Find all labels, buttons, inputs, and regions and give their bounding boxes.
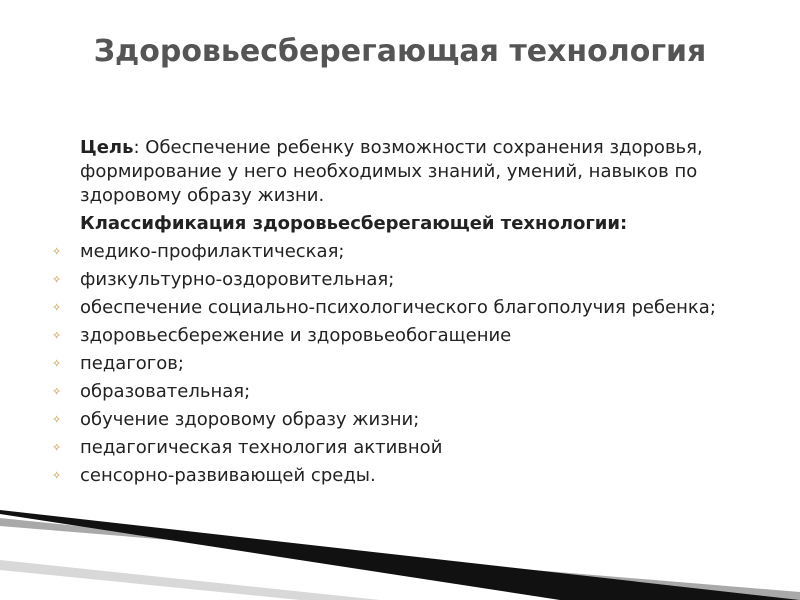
- slide-title: Здоровьесберегающая технология: [93, 34, 707, 69]
- list-item: ✧ физкультурно-оздоровительная;: [52, 269, 395, 290]
- bullet-icon: ✧: [52, 385, 62, 398]
- list-item: ✧ педагогов;: [52, 353, 184, 374]
- bullet-icon: ✧: [52, 329, 62, 342]
- list-item: ✧ обеспечение социально-психологического благополучия ребенка;: [52, 297, 716, 318]
- bullet-icon: ✧: [52, 273, 62, 286]
- bullet-icon: ✧: [52, 441, 62, 454]
- bullet-icon: ✧: [52, 469, 62, 482]
- bullet-icon: ✧: [52, 357, 62, 370]
- bullet-list: [52, 240, 742, 488]
- bullet-icon: ✧: [52, 413, 62, 426]
- list-item: ✧ сенсорно-развивающей среды.: [52, 465, 376, 486]
- gray-stripe-bottom: [0, 560, 380, 600]
- list-item: ✧ здоровьесбережение и здоровьеобогащение: [52, 325, 512, 346]
- goal-paragraph: [52, 136, 742, 208]
- goal-label: Цель: [80, 137, 134, 158]
- list-item: ✧ медико-профилактическая;: [52, 241, 345, 262]
- goal-text: : Обеспечение ребенку возможности сохранения здоровья, формирование у него необходимых знаний, умений, навыков по здоровому образу жизни.: [80, 137, 703, 206]
- classification-title: Классификация здоровьесберегающей технологии:: [80, 213, 628, 234]
- list-item: ✧ педагогическая технология активной: [52, 437, 443, 458]
- list-item: ✧ обучение здоровому образу жизни;: [52, 409, 420, 430]
- decorative-stripes: [0, 500, 800, 600]
- list-item: ✧ образовательная;: [52, 381, 251, 402]
- dark-stripe: [0, 510, 800, 600]
- slide-content: [52, 136, 742, 492]
- bullet-icon: ✧: [52, 301, 62, 314]
- bullet-icon: ✧: [52, 245, 62, 258]
